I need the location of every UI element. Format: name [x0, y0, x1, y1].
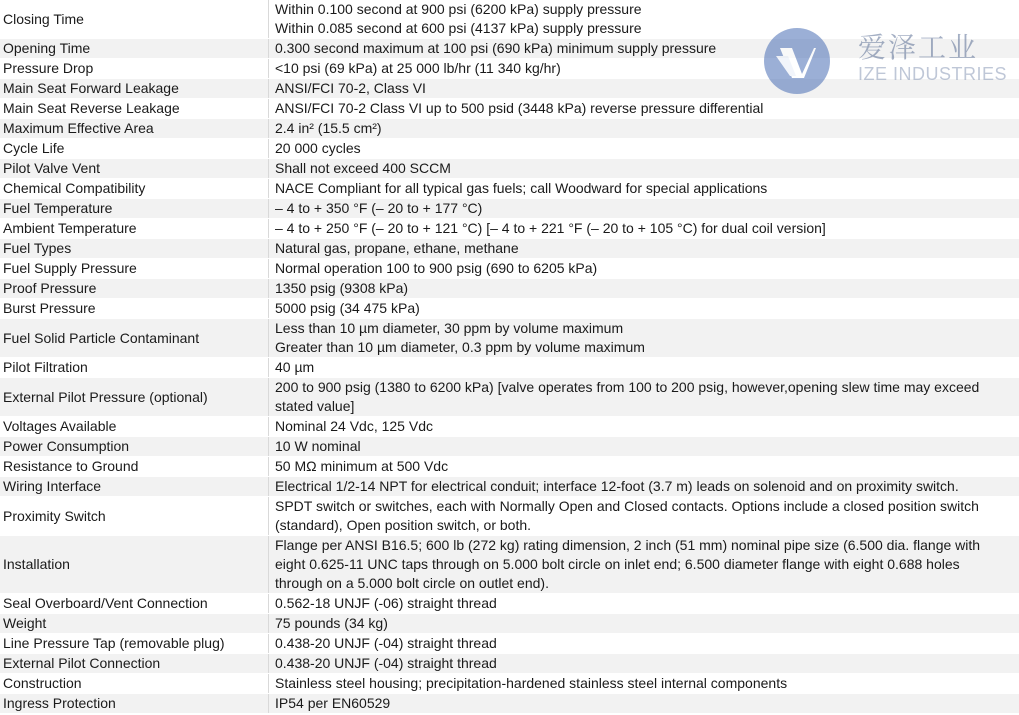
spec-value-line: 50 MΩ minimum at 500 Vdc	[275, 458, 449, 474]
spec-value-line: Electrical 1/2-14 NPT for electrical conduit; interface 12-foot (3.7 m) leads on solenoid and on proximity switch.	[275, 478, 959, 494]
spec-value-line: Shall not exceed 400 SCCM	[275, 160, 451, 176]
spec-value	[269, 179, 1019, 199]
spec-label: Main Seat Reverse Leakage	[0, 99, 269, 119]
spec-value-line: 0.438-20 UNJF (-04) straight thread	[275, 635, 497, 651]
spec-row	[0, 654, 1019, 674]
spec-value	[269, 694, 1019, 714]
spec-value-line: 0.300 second maximum at 100 psi (690 kPa) minimum supply pressure	[275, 40, 717, 56]
spec-value-line: 200 to 900 psig (1380 to 6200 kPa) [valve operates from 100 to 200 psig, however,opening slew time may exceed	[275, 379, 980, 395]
spec-value	[269, 497, 1019, 536]
spec-value	[269, 39, 1019, 59]
spec-row	[0, 457, 1019, 477]
spec-row	[0, 614, 1019, 634]
spec-row	[0, 497, 1019, 536]
spec-row	[0, 299, 1019, 319]
spec-value-line: 40 µm	[275, 359, 315, 375]
spec-row	[0, 674, 1019, 694]
spec-row	[0, 99, 1019, 119]
spec-row	[0, 594, 1019, 614]
spec-value	[269, 79, 1019, 99]
spec-value-line: ANSI/FCI 70-2 Class VI up to 500 psid (3448 kPa) reverse pressure differential	[275, 100, 764, 116]
spec-value-line: – 4 to + 250 °F (– 20 to + 121 °C) [– 4 to + 221 °F (– 20 to + 105 °C) for dual coil version]	[275, 220, 826, 236]
spec-value	[269, 239, 1019, 259]
spec-value-line: Less than 10 µm diameter, 30 ppm by volume maximum	[275, 320, 624, 336]
spec-label: Main Seat Forward Leakage	[0, 79, 269, 99]
spec-row	[0, 259, 1019, 279]
spec-value	[269, 299, 1019, 319]
spec-label: Fuel Supply Pressure	[0, 259, 269, 279]
spec-label: Line Pressure Tap (removable plug)	[0, 634, 269, 654]
spec-value-line: eight 0.625-11 UNC taps through on 5.000 bolt circle on inlet end; 6.500 diameter flange with eight 0.688 holes	[275, 556, 960, 572]
spec-label: Opening Time	[0, 39, 269, 59]
spec-value	[269, 437, 1019, 457]
spec-row	[0, 417, 1019, 437]
spec-value-line: through on a 5.000 bolt circle on outlet end).	[275, 575, 549, 591]
spec-value	[269, 199, 1019, 219]
spec-value	[269, 614, 1019, 634]
spec-label: Closing Time	[0, 0, 269, 39]
spec-value-line: (standard), Open position switch, or both.	[275, 517, 532, 533]
spec-row	[0, 536, 1019, 594]
spec-row	[0, 199, 1019, 219]
spec-label: Ambient Temperature	[0, 219, 269, 239]
spec-value-line: 75 pounds (34 kg)	[275, 615, 388, 631]
spec-value-line: 0.562-18 UNJF (-06) straight thread	[275, 595, 497, 611]
spec-row	[0, 437, 1019, 457]
spec-value	[269, 219, 1019, 239]
spec-row	[0, 119, 1019, 139]
spec-label: Burst Pressure	[0, 299, 269, 319]
spec-row	[0, 139, 1019, 159]
spec-value-line: SPDT switch or switches, each with Normally Open and Closed contacts. Options include a closed position switch	[275, 498, 979, 514]
spec-row	[0, 219, 1019, 239]
spec-value	[269, 279, 1019, 299]
spec-label: Weight	[0, 614, 269, 634]
spec-value	[269, 457, 1019, 477]
spec-label: External Pilot Pressure (optional)	[0, 378, 269, 417]
spec-value-line: 5000 psig (34 475 kPa)	[275, 300, 420, 316]
spec-value	[269, 259, 1019, 279]
spec-label: Fuel Temperature	[0, 199, 269, 219]
spec-label: Pilot Valve Vent	[0, 159, 269, 179]
spec-value	[269, 594, 1019, 614]
spec-row	[0, 694, 1019, 714]
spec-value-line: IP54 per EN60529	[275, 695, 391, 711]
spec-label: Power Consumption	[0, 437, 269, 457]
spec-value-line: Natural gas, propane, ethane, methane	[275, 240, 519, 256]
spec-label: Installation	[0, 536, 269, 594]
spec-value-line: Greater than 10 µm diameter, 0.3 ppm by volume maximum	[275, 339, 645, 355]
spec-label: Proof Pressure	[0, 279, 269, 299]
spec-row	[0, 477, 1019, 497]
spec-label: Pressure Drop	[0, 59, 269, 79]
spec-value	[269, 674, 1019, 694]
spec-value-line: Flange per ANSI B16.5; 600 lb (272 kg) rating dimension, 2 inch (51 mm) nominal pipe size (6.500 dia. flange with	[275, 537, 981, 553]
spec-value	[269, 536, 1019, 594]
spec-value	[269, 417, 1019, 437]
spec-value	[269, 358, 1019, 378]
spec-value-line: Nominal 24 Vdc, 125 Vdc	[275, 418, 433, 434]
spec-row	[0, 319, 1019, 358]
spec-label: Seal Overboard/Vent Connection	[0, 594, 269, 614]
spec-value-line: Within 0.085 second at 600 psi (4137 kPa) supply pressure	[275, 20, 642, 36]
spec-value-line: <10 psi (69 kPa) at 25 000 lb/hr (11 340 kg/hr)	[275, 60, 561, 76]
watermark-chinese-text: 爱泽工业	[858, 31, 979, 64]
spec-value	[269, 139, 1019, 159]
spec-value-line: Stainless steel housing; precipitation-hardened stainless steel internal components	[275, 675, 788, 691]
spec-value	[269, 477, 1019, 497]
spec-value-line: NACE Compliant for all typical gas fuels; call Woodward for special applications	[275, 180, 768, 196]
spec-row	[0, 159, 1019, 179]
spec-row	[0, 179, 1019, 199]
spec-value-line: – 4 to + 350 °F (– 20 to + 177 °C)	[275, 200, 483, 216]
spec-label: Maximum Effective Area	[0, 119, 269, 139]
spec-row	[0, 239, 1019, 259]
spec-value-line: 1350 psig (9308 kPa)	[275, 280, 409, 296]
spec-row	[0, 79, 1019, 99]
spec-row	[0, 59, 1019, 79]
spec-value	[269, 119, 1019, 139]
spec-value-line: Within 0.100 second at 900 psi (6200 kPa) supply pressure	[275, 1, 642, 17]
spec-label: Resistance to Ground	[0, 457, 269, 477]
spec-value	[269, 634, 1019, 654]
spec-value	[269, 99, 1019, 119]
spec-row	[0, 39, 1019, 59]
spec-value	[269, 319, 1019, 358]
spec-label: Fuel Solid Particle Contaminant	[0, 319, 269, 358]
spec-value	[269, 654, 1019, 674]
spec-value	[269, 159, 1019, 179]
spec-label: Fuel Types	[0, 239, 269, 259]
spec-row	[0, 378, 1019, 417]
spec-value	[269, 59, 1019, 79]
spec-value-line: 0.438-20 UNJF (-04) straight thread	[275, 655, 497, 671]
spec-row	[0, 358, 1019, 378]
spec-label: External Pilot Connection	[0, 654, 269, 674]
watermark-english-text: IZE INDUSTRIES	[858, 64, 1008, 84]
spec-label: Voltages Available	[0, 417, 269, 437]
spec-value-line: 10 W nominal	[275, 438, 361, 454]
spec-value-line: stated value]	[275, 398, 355, 414]
spec-row	[0, 279, 1019, 299]
spec-label: Proximity Switch	[0, 497, 269, 536]
spec-row	[0, 0, 1019, 39]
spec-label: Ingress Protection	[0, 694, 269, 714]
spec-label: Chemical Compatibility	[0, 179, 269, 199]
spec-value-line: Normal operation 100 to 900 psig (690 to 6205 kPa)	[275, 260, 598, 276]
spec-value	[269, 0, 1019, 39]
spec-value-line: 20 000 cycles	[275, 140, 361, 156]
spec-label: Construction	[0, 674, 269, 694]
spec-label: Pilot Filtration	[0, 358, 269, 378]
spec-row	[0, 634, 1019, 654]
spec-value-line: ANSI/FCI 70-2, Class VI	[275, 80, 426, 96]
spec-value	[269, 378, 1019, 417]
spec-label: Wiring Interface	[0, 477, 269, 497]
spec-label: Cycle Life	[0, 139, 269, 159]
spec-value-line: 2.4 in² (15.5 cm²)	[275, 120, 382, 136]
